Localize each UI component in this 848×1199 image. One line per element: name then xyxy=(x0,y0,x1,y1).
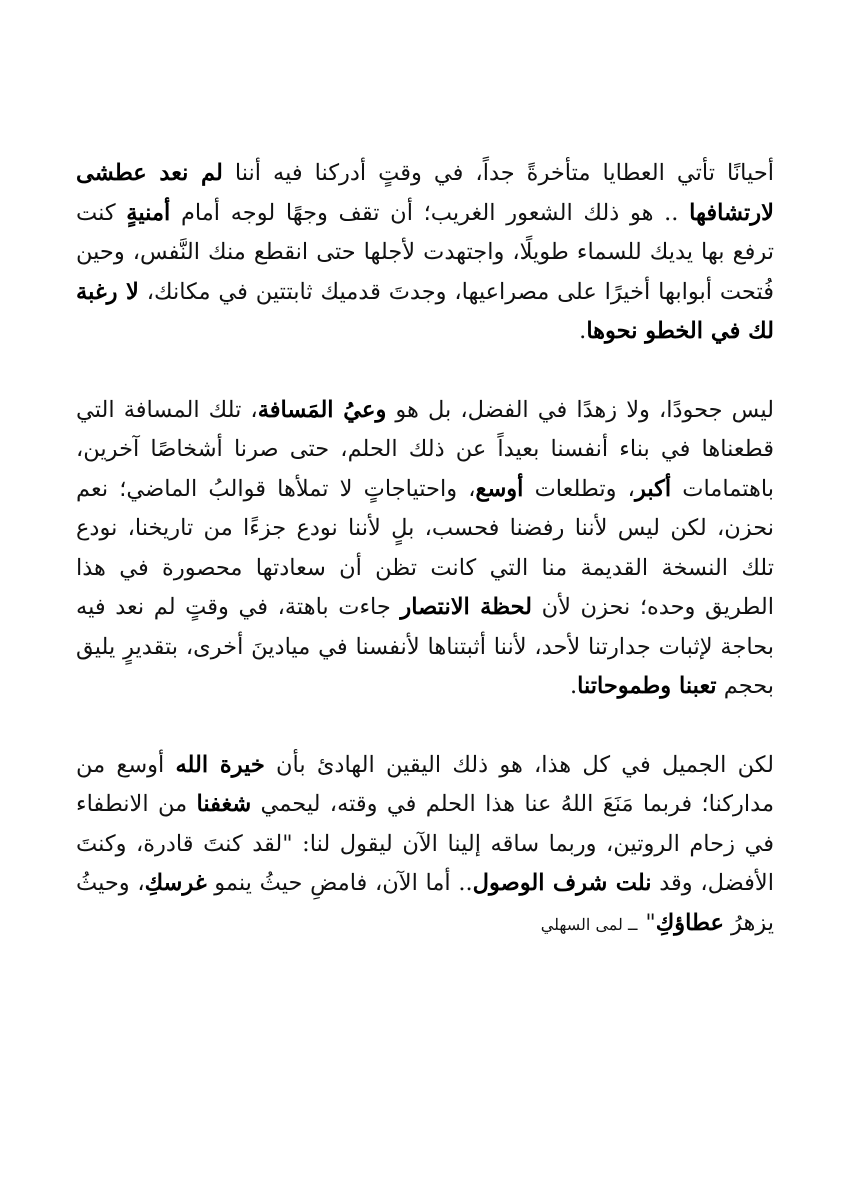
bold-phrase: نلت شرف الوصول xyxy=(472,870,652,896)
text-run: .. أما الآن، فامضِ حيثُ ينمو xyxy=(206,870,473,896)
text-run: من الانطفاء في زحام الروتين، وربما ساقه إلينا الآن ليقول لنا: "لقد كنتَ قادرة، وكنتَ الأفضل، وقد xyxy=(76,791,774,896)
bold-phrase: لم نعد عطشى لارتشافها xyxy=(76,160,774,226)
bold-phrase: أمنيةٍ xyxy=(126,199,171,226)
paragraph-1 xyxy=(76,154,774,352)
text-run: . xyxy=(579,318,587,344)
bold-phrase: شغفنا xyxy=(196,791,252,817)
text-run: ، وحيثُ يزهرُ xyxy=(76,870,774,936)
bold-phrase: أكبر xyxy=(634,475,672,502)
bold-phrase: غرسكِ xyxy=(144,870,207,896)
text-run: . xyxy=(569,673,578,699)
text-run: ليس جحودًا، ولا زهدًا في الفضل، بل هو xyxy=(386,396,774,423)
text-run: ، واحتياجاتٍ لا تملأها قوالبُ الماضي؛ نعم نحزن، لكن ليس لأننا رفضنا فحسب، بلٍ لأننا نودع جزءًا من تاريخنا، نودع تلك النسخة القديمة منا التي كانت تظن أن سعادتها محصورة في هذا الطريق وحده؛ نحزن لأن xyxy=(76,475,774,620)
article-body xyxy=(76,154,774,944)
text-run: كنت ترفع بها يديك للسماء طويلًا، واجتهدت لأجلها حتى انقطع منك النَّفس، وحين فُتحت أبوابها أخيرًا على مصراعيها، وجدتَ قدميك ثابتتين في مكانك، xyxy=(76,199,774,305)
text-run: لكن الجميل في كل هذا، هو ذلك اليقين الهادئ بأن xyxy=(264,751,774,778)
bold-phrase: تعبنا وطموحاتنا xyxy=(577,673,717,699)
text-run: جاءت باهتة، في وقتٍ لم نعد فيه بحاجة لإثبات جدارتنا لأحد، لأننا أثبتناها لأنفسنا في ميادينَ أخرى، بتقديرٍ يليق بحجم xyxy=(76,594,774,699)
bold-phrase: عطاؤكِ xyxy=(655,909,724,936)
bold-phrase: وعيُ المَسافة xyxy=(257,396,387,423)
paragraph-2 xyxy=(76,391,774,707)
text-run: ، تلك المسافة التي قطعناها في بناء أنفسنا بعيداً عن ذلك الحلم، حتى صرنا أشخاصًا آخرين، باهتمامات xyxy=(76,396,774,502)
bold-phrase: لا رغبة لك في الخطو نحوها xyxy=(76,278,774,344)
text-run: .. هو ذلك الشعور الغريب؛ أن تقف وجهًا لوجه أمام xyxy=(170,199,690,226)
text-run: ، وتطلعات xyxy=(523,475,635,502)
paragraph-3 xyxy=(76,746,774,945)
text-run: أوسع من مداركنا؛ فربما مَنَعَ اللهُ عنا هذا الحلم في وقته، ليحمي xyxy=(76,751,774,817)
bold-phrase: أوسع xyxy=(475,475,524,502)
bold-phrase: لحظة الانتصار xyxy=(400,594,532,620)
bold-phrase: خيرة الله xyxy=(175,751,265,778)
author-signature: ــ لمى السهلي xyxy=(540,914,638,934)
text-run: أحيانًا تأتي العطايا متأخرةً جداً، في وقتٍ أدركنا فيه أننا xyxy=(222,160,774,186)
text-run: " xyxy=(645,909,656,936)
